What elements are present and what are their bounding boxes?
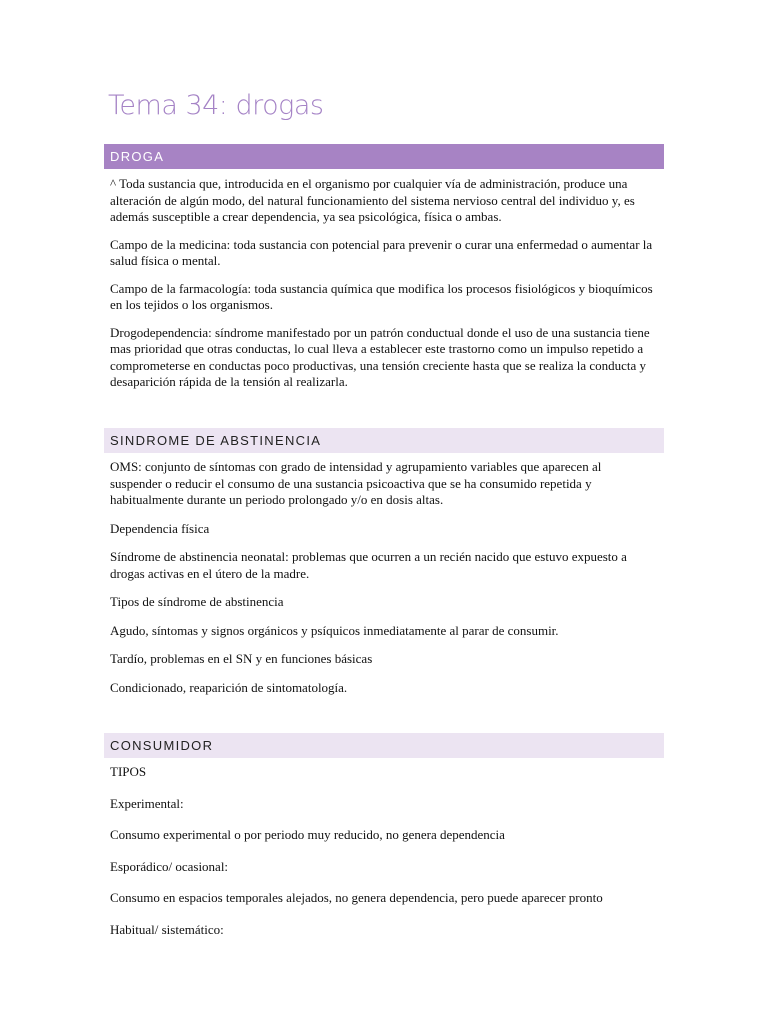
paragraph: Experimental:	[110, 795, 184, 811]
paragraph: Consumo experimental o por periodo muy reducido, no genera dependencia	[110, 827, 505, 842]
section-body	[104, 176, 664, 391]
paragraph: Consumo en espacios temporales alejados, no genera dependencia, pero puede aparecer pronto	[110, 890, 603, 905]
section-droga	[104, 144, 664, 391]
paragraph: Dependencia física	[110, 520, 210, 536]
page-title: Tema 34: drogas	[108, 90, 324, 121]
section-sindrome-abstinencia	[104, 428, 664, 696]
paragraph: Tardío, problemas en el SN y en funciones básicas	[110, 651, 373, 666]
paragraph: TIPOS	[110, 764, 147, 779]
paragraph: Campo de la farmacología: toda sustancia química que modifica los procesos fisiológicos y bioquímicos en los tejidos o los organismos.	[110, 280, 653, 312]
paragraph: Tipos de síndrome de abstinencia	[110, 594, 284, 609]
paragraph: Habitual/ sistemático:	[110, 921, 224, 937]
section-header: DROGA	[104, 144, 664, 169]
paragraph: OMS: conjunto de síntomas con grado de intensidad y agrupamiento variables que aparecen al suspender o reducir el consumo de una sustancia psicoactiva que se ha consumido repetida y habitualmente durante un periodo prolongado y/o en dosis altas.	[110, 459, 602, 507]
paragraph: Campo de la medicina: toda sustancia con potencial para prevenir o curar una enfermedad o aumentar la salud física o mental.	[110, 236, 653, 268]
section-header: CONSUMIDOR	[104, 733, 664, 758]
paragraph: Condicionado, reaparición de sintomatología.	[110, 679, 348, 695]
paragraph: Drogodependencia: síndrome manifestado por un patrón conductual donde el uso de una sustancia tiene mas prioridad que otras conductas, lo cual lleva a establecer este trastorno como un impulso repetido a comprometerse en conductas poco productivas, una tensión creciente hasta que se realiza la conducta y desaparición rápida de la tensión al realizarla.	[110, 324, 650, 389]
section-body	[104, 459, 664, 696]
paragraph: Síndrome de abstinencia neonatal: problemas que ocurren a un recién nacido que estuvo expuesto a drogas activas en el útero de la madre.	[110, 549, 627, 581]
paragraph: ^ Toda sustancia que, introducida en el organismo por cualquier vía de administración, produce una alteración de algún modo, del natural funcionamiento del sistema nervioso central del individuo y, es además susceptible a crear dependencia, ya sea psicológica, física o ambas.	[110, 176, 635, 224]
section-header: SINDROME DE ABSTINENCIA	[104, 428, 664, 453]
section-body	[104, 764, 664, 938]
section-consumidor	[104, 733, 664, 938]
paragraph: Agudo, síntomas y signos orgánicos y psíquicos inmediatamente al parar de consumir.	[110, 622, 559, 638]
paragraph: Esporádico/ ocasional:	[110, 858, 229, 874]
